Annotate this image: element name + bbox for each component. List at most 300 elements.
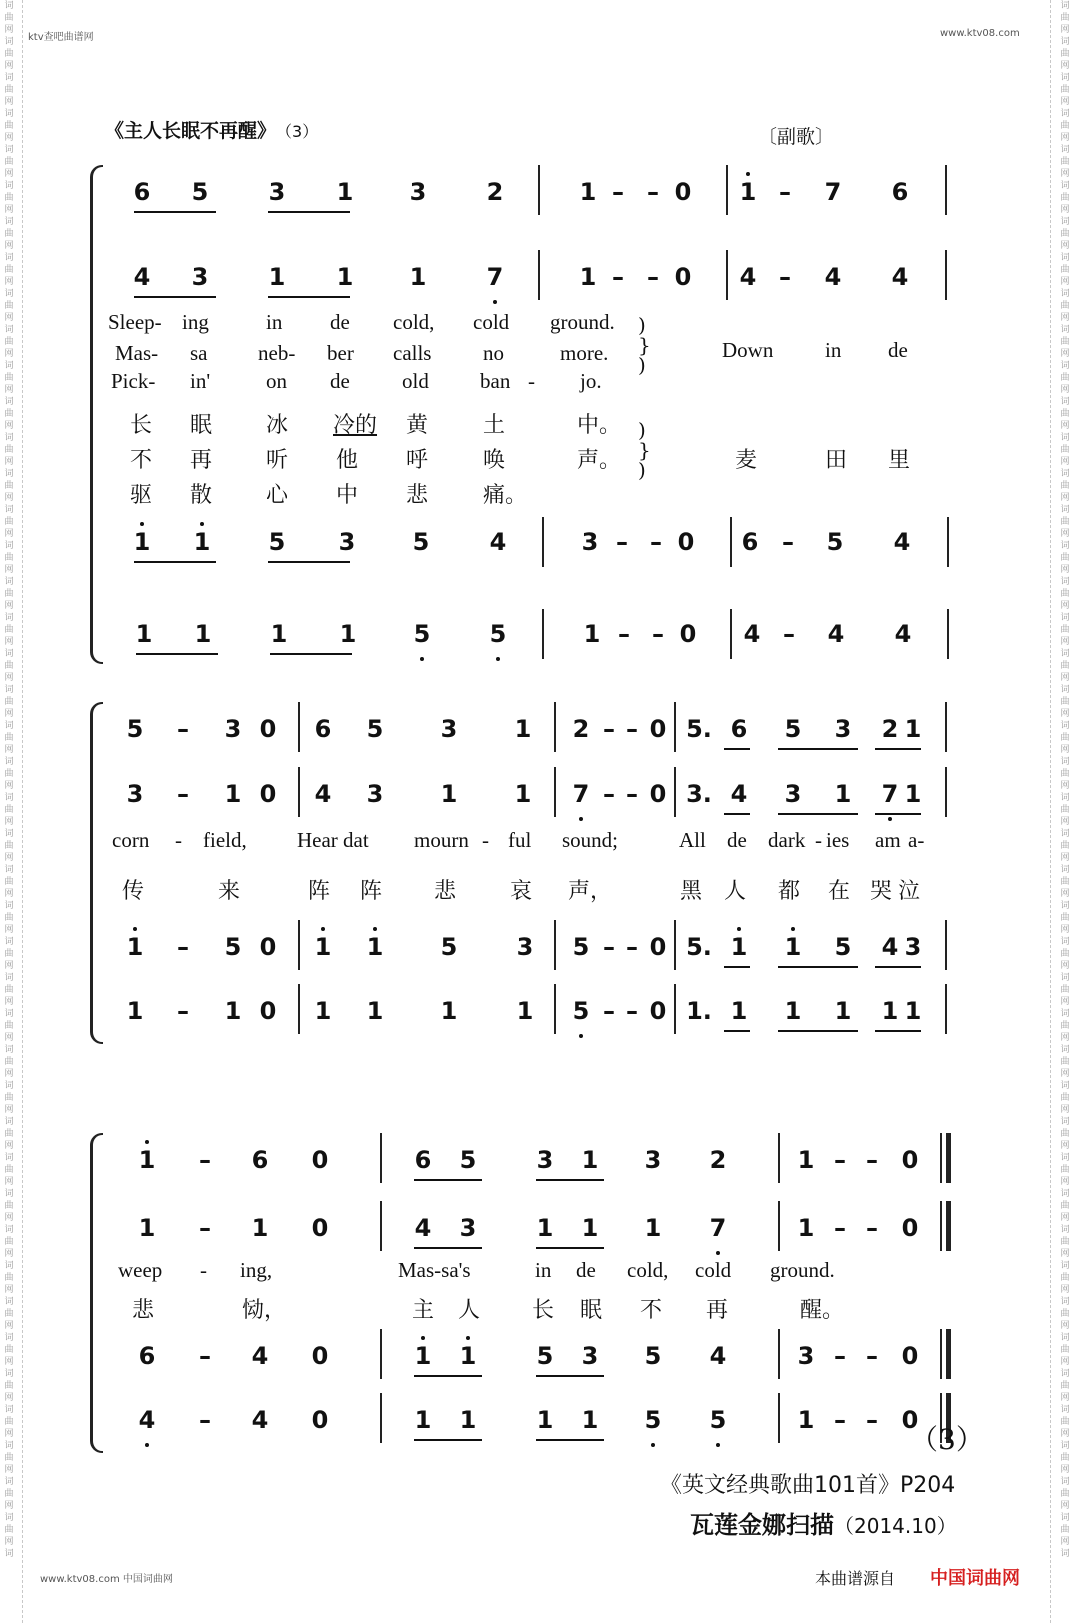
barline — [380, 1201, 382, 1251]
lyric-cn: 声。 — [577, 448, 622, 473]
side-watermark-char: 网 — [1060, 1285, 1070, 1295]
note: – — [618, 620, 630, 648]
note: 5 — [536, 1342, 554, 1370]
note: 1 — [133, 528, 151, 556]
lyric: am — [875, 828, 901, 852]
note: 4 — [133, 263, 151, 291]
side-watermark-char: 网 — [1060, 1177, 1070, 1187]
note: 1 — [194, 620, 212, 648]
side-watermark-char: 曲 — [4, 373, 14, 383]
note: 0 — [674, 263, 692, 291]
side-watermark-char: 词 — [4, 1333, 14, 1343]
note: 5 — [572, 933, 590, 961]
final-barline — [946, 1201, 951, 1251]
staff-row-bass — [90, 994, 990, 1034]
side-watermark-char: 曲 — [4, 481, 14, 491]
side-watermark-char: 曲 — [4, 661, 14, 671]
side-watermark-char: 曲 — [1060, 1057, 1070, 1067]
lyric-cn: 呼 — [406, 448, 429, 473]
note: 0 — [311, 1214, 329, 1242]
side-watermark-char: 网 — [4, 1501, 14, 1511]
beam — [536, 1179, 604, 1181]
bottom-left-watermark: www.ktv08.com 中国词曲网 — [40, 1574, 173, 1585]
beam — [778, 813, 858, 815]
octave-dot — [133, 927, 137, 931]
side-watermark-char: 曲 — [4, 841, 14, 851]
lyric: in' — [190, 369, 211, 393]
beam — [268, 561, 350, 563]
note: 0 — [901, 1214, 919, 1242]
side-watermark-char: 词 — [1060, 1, 1070, 11]
side-watermark-char: 曲 — [4, 337, 14, 347]
side-watermark-char: 曲 — [4, 589, 14, 599]
lyric-cn: 他 — [336, 448, 359, 473]
beam — [875, 966, 921, 968]
note: 6 — [730, 715, 748, 743]
beam — [536, 1439, 604, 1441]
side-watermark-char: 词 — [4, 505, 14, 515]
barline — [940, 1201, 942, 1251]
side-watermark-char: 词 — [4, 361, 14, 371]
side-watermark-char: 词 — [4, 1009, 14, 1019]
side-watermark-char: 曲 — [1060, 193, 1070, 203]
song-title: 《主人长眠不再醒》 — [105, 120, 277, 142]
side-watermark-char: 曲 — [1060, 1165, 1070, 1175]
side-watermark-char: 网 — [4, 1393, 14, 1403]
barline — [945, 920, 947, 970]
side-watermark-char: 曲 — [4, 1417, 14, 1427]
note: 4 — [743, 620, 761, 648]
note: 3 — [224, 715, 242, 743]
barline — [542, 517, 544, 567]
side-watermark-char: 网 — [1060, 385, 1070, 395]
side-watermark-char: 曲 — [4, 985, 14, 995]
staff-row-soprano — [90, 712, 990, 752]
note: – — [650, 528, 662, 556]
barline — [778, 1133, 780, 1183]
side-watermark-char: 网 — [1060, 673, 1070, 683]
side-watermark-char: 曲 — [4, 1093, 14, 1103]
side-watermark-char: 曲 — [4, 949, 14, 959]
lyric: - — [175, 828, 182, 852]
note: 5 — [412, 528, 430, 556]
side-watermark-char: 曲 — [1060, 661, 1070, 671]
lyric-cn: 恸， — [242, 1298, 287, 1323]
note: – — [652, 620, 664, 648]
note: – — [834, 1146, 846, 1174]
side-watermark-char: 词 — [4, 937, 14, 947]
side-watermark-char: 词 — [1060, 1009, 1070, 1019]
side-watermark-char: 曲 — [1060, 121, 1070, 131]
lyric: de — [576, 1258, 596, 1282]
note: 3 — [784, 780, 802, 808]
side-watermark-char: 曲 — [1060, 85, 1070, 95]
side-watermark-char: 词 — [1060, 613, 1070, 623]
note: – — [626, 997, 638, 1025]
side-watermark-char: 网 — [4, 637, 14, 647]
note: 2 — [881, 715, 899, 743]
octave-dot — [791, 927, 795, 931]
side-watermark-char: 词 — [1060, 649, 1070, 659]
lyric: All — [679, 828, 706, 852]
note: 5 — [440, 933, 458, 961]
scanner-credit — [690, 1505, 957, 1540]
note: 5. — [686, 715, 712, 743]
octave-dot — [746, 172, 750, 176]
page-title — [105, 116, 318, 143]
side-watermark-char: 词 — [4, 253, 14, 263]
lyric-cn: 里 — [888, 448, 911, 473]
note: 4 — [709, 1342, 727, 1370]
note: 1 — [797, 1146, 815, 1174]
lyric-cn: 麦 — [735, 448, 758, 473]
lyric: ing, — [240, 1258, 273, 1282]
side-watermark-char: 曲 — [4, 805, 14, 815]
beam — [536, 1247, 604, 1249]
note: 1 — [904, 780, 922, 808]
staff-row-alto — [90, 777, 990, 817]
side-watermark-char: 网 — [4, 529, 14, 539]
octave-dot — [321, 927, 325, 931]
note: – — [782, 528, 794, 556]
side-watermark-char: 网 — [4, 1177, 14, 1187]
lyric: mourn — [414, 828, 469, 852]
right-watermark-strip — [1058, 0, 1072, 1623]
side-watermark-char: 词 — [1060, 505, 1070, 515]
side-watermark-char: 网 — [4, 781, 14, 791]
side-watermark-char: 词 — [1060, 1333, 1070, 1343]
side-watermark-char: 曲 — [4, 121, 14, 131]
lyric: cold — [473, 310, 510, 334]
lyric: - — [200, 1258, 207, 1282]
note: 0 — [901, 1342, 919, 1370]
side-watermark-char: 曲 — [4, 1453, 14, 1463]
note: – — [199, 1342, 211, 1370]
side-watermark-char: 词 — [1060, 1153, 1070, 1163]
side-watermark-char: 词 — [4, 973, 14, 983]
octave-dot — [888, 817, 892, 821]
note: 1 — [314, 933, 332, 961]
side-watermark-char: 曲 — [4, 1129, 14, 1139]
side-watermark-char: 词 — [4, 1405, 14, 1415]
note: 3 — [409, 178, 427, 206]
note: 0 — [674, 178, 692, 206]
note: 1 — [414, 1406, 432, 1434]
lyric-cn: 人 — [458, 1298, 481, 1323]
note: – — [177, 997, 189, 1025]
side-watermark-char: 网 — [4, 673, 14, 683]
note: – — [177, 780, 189, 808]
note: 1 — [366, 997, 384, 1025]
side-watermark-char: 网 — [4, 1249, 14, 1259]
side-watermark-char: 词 — [4, 1045, 14, 1055]
side-watermark-char: 词 — [4, 1, 14, 11]
lyric-cn: 唤 — [483, 448, 506, 473]
note: 1 — [514, 715, 532, 743]
lyric-cn: 冰 — [266, 413, 289, 438]
note: – — [626, 780, 638, 808]
note: – — [603, 780, 615, 808]
side-watermark-char: 词 — [1060, 325, 1070, 335]
side-watermark-char: 曲 — [1060, 553, 1070, 563]
side-watermark-char: 网 — [4, 1141, 14, 1151]
note: 4 — [251, 1406, 269, 1434]
note: 5 — [489, 620, 507, 648]
staff-row-bass — [90, 617, 990, 657]
barline — [726, 165, 728, 215]
side-watermark-char: 网 — [4, 565, 14, 575]
note: 4 — [314, 780, 332, 808]
staff-row-alto — [90, 260, 990, 300]
side-watermark-char: 词 — [1060, 1225, 1070, 1235]
side-watermark-char: 曲 — [1060, 985, 1070, 995]
side-watermark-char: 词 — [1060, 253, 1070, 263]
side-watermark-char: 曲 — [4, 157, 14, 167]
beam — [268, 296, 350, 298]
note: 5 — [834, 933, 852, 961]
side-watermark-char: 曲 — [4, 1021, 14, 1031]
lyric-cn: 眠 — [190, 413, 213, 438]
side-watermark-char: 曲 — [1060, 1525, 1070, 1535]
note: 0 — [901, 1146, 919, 1174]
octave-dot — [200, 522, 204, 526]
lyric: de — [888, 338, 908, 362]
side-watermark-char: 曲 — [4, 1381, 14, 1391]
side-watermark-char: 词 — [1060, 1189, 1070, 1199]
note: – — [779, 178, 791, 206]
lyric: sa — [190, 341, 208, 365]
note: 1 — [409, 263, 427, 291]
side-watermark-char: 网 — [1060, 745, 1070, 755]
side-watermark-char: 网 — [4, 1429, 14, 1439]
beam — [134, 211, 216, 213]
note: 1 — [224, 780, 242, 808]
side-watermark-char: 词 — [4, 217, 14, 227]
side-watermark-char: 曲 — [1060, 769, 1070, 779]
barline — [298, 767, 300, 817]
beam — [875, 1030, 921, 1032]
barline — [947, 517, 949, 567]
side-watermark-char: 词 — [4, 181, 14, 191]
note: 1 — [138, 1214, 156, 1242]
side-watermark-char: 曲 — [1060, 913, 1070, 923]
beam — [778, 966, 858, 968]
note: 3 — [366, 780, 384, 808]
staff-row-soprano — [90, 175, 990, 215]
lyric: Hear dat — [297, 828, 369, 852]
side-watermark-char: 词 — [1060, 865, 1070, 875]
note: 5 — [709, 1406, 727, 1434]
verse-brace: ) } ) — [638, 313, 651, 377]
barline — [298, 984, 300, 1034]
side-watermark-char: 曲 — [1060, 841, 1070, 851]
side-watermark-char: 网 — [1060, 1069, 1070, 1079]
score-system-2 — [90, 702, 990, 1047]
side-watermark-char: 曲 — [1060, 1129, 1070, 1139]
note: 1 — [536, 1406, 554, 1434]
side-watermark-char: 词 — [4, 901, 14, 911]
side-watermark-char: 词 — [4, 829, 14, 839]
lyric: Sleep- — [108, 310, 162, 334]
note: 4 — [730, 780, 748, 808]
lyric-cn: 痛。 — [483, 483, 528, 508]
beam — [134, 296, 216, 298]
lyric-cn: 黄 — [406, 413, 429, 438]
lyric-cn: 散 — [190, 483, 213, 508]
lyric: in — [825, 338, 842, 362]
beam — [724, 748, 750, 750]
note: – — [603, 933, 615, 961]
side-watermark-char: 曲 — [1060, 1489, 1070, 1499]
side-watermark-char: 曲 — [1060, 481, 1070, 491]
side-watermark-char: 曲 — [4, 1345, 14, 1355]
side-watermark-char: 曲 — [1060, 1381, 1070, 1391]
note: – — [647, 178, 659, 206]
side-watermark-char: 曲 — [4, 1201, 14, 1211]
lyric: de — [330, 369, 350, 393]
note: 1 — [536, 1214, 554, 1242]
side-watermark-char: 曲 — [1060, 265, 1070, 275]
side-watermark-char: 曲 — [1060, 157, 1070, 167]
note: 1 — [579, 178, 597, 206]
octave-dot — [716, 1443, 720, 1447]
side-watermark-char: 网 — [1060, 421, 1070, 431]
side-watermark-char: 词 — [1060, 433, 1070, 443]
side-watermark-char: 曲 — [1060, 1201, 1070, 1211]
lyric-cn: 冷的 — [333, 413, 378, 438]
side-watermark-char: 曲 — [1060, 301, 1070, 311]
lyric: Mas-sa's — [398, 1258, 471, 1282]
lyric: old — [402, 369, 429, 393]
side-watermark-char: 网 — [4, 421, 14, 431]
side-watermark-char: 曲 — [1060, 1453, 1070, 1463]
barline — [380, 1329, 382, 1379]
side-watermark-char: 曲 — [4, 1273, 14, 1283]
side-watermark-char: 网 — [1060, 1105, 1070, 1115]
barline — [945, 165, 947, 215]
side-watermark-char: 词 — [4, 757, 14, 767]
barline — [554, 767, 556, 817]
side-watermark-char: 词 — [4, 37, 14, 47]
side-watermark-char: 词 — [4, 541, 14, 551]
side-watermark-char: 词 — [1060, 937, 1070, 947]
note: 6 — [314, 715, 332, 743]
lyric: corn — [112, 828, 150, 852]
side-watermark-char: 网 — [1060, 1357, 1070, 1367]
lyric-cn: 再 — [190, 448, 213, 473]
side-watermark-char: 网 — [1060, 1213, 1070, 1223]
note: 3 — [268, 178, 286, 206]
beam — [724, 966, 750, 968]
octave-dot — [496, 657, 500, 661]
side-watermark-char: 网 — [4, 61, 14, 71]
score-system-1 — [90, 165, 990, 665]
note: 1. — [686, 997, 712, 1025]
note: 4 — [739, 263, 757, 291]
note: 1 — [366, 933, 384, 961]
side-watermark-char: 网 — [1060, 457, 1070, 467]
side-watermark-char: 网 — [1060, 313, 1070, 323]
note: 5 — [224, 933, 242, 961]
note: 6 — [891, 178, 909, 206]
side-watermark-char: 词 — [1060, 1513, 1070, 1523]
side-watermark-char: 网 — [4, 1285, 14, 1295]
side-watermark-char: 网 — [4, 493, 14, 503]
side-watermark-char: 网 — [1060, 1429, 1070, 1439]
note: 6 — [741, 528, 759, 556]
note: 1 — [581, 1214, 599, 1242]
side-watermark-char: 网 — [4, 1105, 14, 1115]
note: – — [177, 715, 189, 743]
beam — [270, 653, 352, 655]
side-watermark-char: 网 — [1060, 781, 1070, 791]
lyric: more. — [560, 341, 609, 365]
side-watermark-char: 网 — [1060, 925, 1070, 935]
note: 1 — [881, 997, 899, 1025]
beam — [536, 1375, 604, 1377]
left-watermark-strip — [2, 0, 16, 1623]
side-watermark-char: 网 — [4, 1537, 14, 1547]
note: 5 — [784, 715, 802, 743]
side-watermark-char: 网 — [1060, 241, 1070, 251]
lyric-cn: 主 — [412, 1298, 435, 1323]
final-barline — [946, 1133, 951, 1183]
note: – — [783, 620, 795, 648]
lyric-cn: 悲 — [132, 1298, 155, 1323]
side-watermark-char: 词 — [1060, 1549, 1070, 1559]
note: 1 — [126, 933, 144, 961]
barline — [674, 767, 676, 817]
side-watermark-char: 网 — [1060, 1321, 1070, 1331]
side-watermark-char: 网 — [4, 1213, 14, 1223]
note: – — [199, 1214, 211, 1242]
note: 4 — [893, 528, 911, 556]
side-watermark-char: 词 — [1060, 793, 1070, 803]
side-watermark-char: 曲 — [1060, 229, 1070, 239]
side-watermark-char: 曲 — [4, 13, 14, 23]
side-watermark-char: 网 — [4, 385, 14, 395]
side-watermark-char: 词 — [1060, 541, 1070, 551]
side-watermark-char: 网 — [1060, 1141, 1070, 1151]
barline — [554, 702, 556, 752]
side-watermark-char: 词 — [4, 793, 14, 803]
side-watermark-char: 词 — [1060, 685, 1070, 695]
note: 3 — [904, 933, 922, 961]
side-watermark-char: 词 — [4, 865, 14, 875]
note: 5 — [644, 1406, 662, 1434]
note: 6 — [138, 1342, 156, 1370]
note: 1 — [314, 997, 332, 1025]
side-watermark-char: 词 — [4, 145, 14, 155]
side-watermark-char: 网 — [4, 925, 14, 935]
side-watermark-char: 词 — [4, 649, 14, 659]
side-watermark-char: 曲 — [4, 769, 14, 779]
note: 6 — [251, 1146, 269, 1174]
site-name-link[interactable]: 中国词曲网 — [930, 1568, 1020, 1589]
note: 1 — [514, 780, 532, 808]
lyric-cn: 黑 — [680, 879, 703, 904]
side-watermark-char: 词 — [4, 1117, 14, 1127]
side-watermark-char: 曲 — [1060, 1273, 1070, 1283]
side-watermark-char: 曲 — [4, 697, 14, 707]
lyric-cn: 眠 — [580, 1298, 603, 1323]
side-watermark-char: 网 — [4, 97, 14, 107]
note: 5 — [268, 528, 286, 556]
beam — [136, 653, 218, 655]
lyric-cn: 不 — [130, 448, 153, 473]
side-watermark-char: 曲 — [4, 1489, 14, 1499]
note: 1 — [126, 997, 144, 1025]
